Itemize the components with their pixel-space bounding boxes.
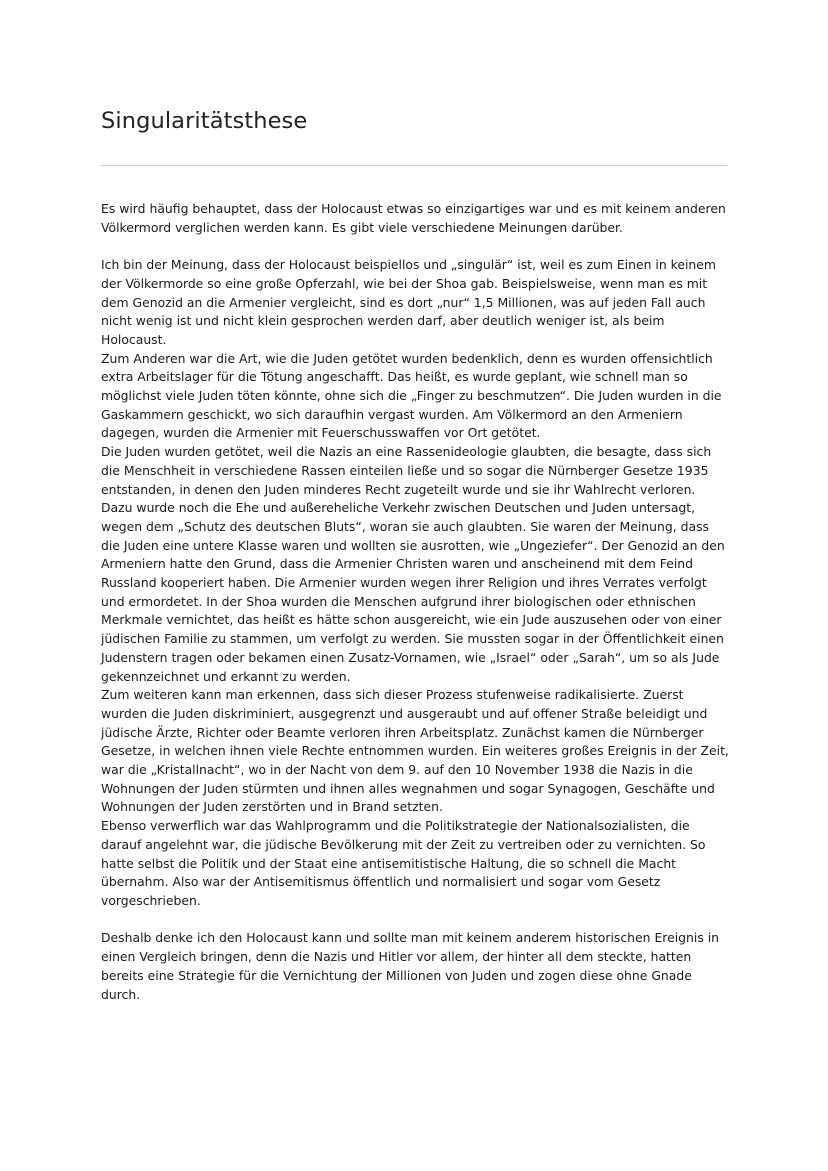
paragraph-race-ideology: Die Juden wurden getötet, weil die Nazis an eine Rassenideologie glaubten, die besagte, dass sich die Menschheit in verschiedene Rassen einteilen ließe und so sogar die Nürnberger Gesetze 1935 entstanden, in denen den Juden minderes Recht zugeteilt wurde und sie ihr Wahlrecht verloren. Dazu wurde noch die Ehe und außereheliche Verkehr zwischen Deutschen und Juden untersagt, wegen dem „Schutz des deutschen Bluts“, woran sie auch glaubten. Sie waren der Meinung, dass die Juden eine untere Klasse waren und wollten sie ausrotten, wie „Ungeziefer“. Der Genozid an den Armeniern hatte den Grund, dass die Armenier Christen waren und anscheinend mit dem Feind Russland kooperiert haben. Die Armenier wurden wegen ihrer Religion und ihres Verrates verfolgt und ermordetet. In der Shoa wurden die Menschen aufgrund ihrer biologischen oder ethnischen Merkmale vernichtet, das heißt es hätte schon ausgereicht, wie ein Jude auszusehen oder von einer jüdischen Familie zu stammen, um verfolgt zu werden. Sie mussten sogar in der Öffentlichkeit einen Judenstern tragen oder bekamen einen Zusatz-Vornamen, wie „Israel“ oder „Sarah“, um so als Jude gekennzeichnet und erkannt zu werden. [101, 444, 725, 684]
title-divider [101, 165, 727, 166]
paragraph-politics: Ebenso verwerflich war das Wahlprogramm und die Politikstrategie der Nationalsozialisten, die darauf angelehnt war, die jüdische Bevölkerung mit der Zeit zu vertreiben oder zu vernichten. So hatte selbst die Politik und der Staat eine antisemitistische Haltung, die so schnell die Macht übernahm. Also war der Antisemitismus öffentlich und normalisiert und sogar vom Gesetz vorgeschrieben. [101, 818, 706, 908]
paragraph-intro: Es wird häufig behauptet, dass der Holocaust etwas so einzigartiges war und es mit keinem anderen Völkermord verglichen werden kann. Es gibt viele verschiedene Meinungen darüber. [101, 201, 726, 235]
document-body [101, 200, 729, 1004]
paragraph-opinion-victims: Ich bin der Meinung, dass der Holocaust beispiellos und „singulär“ ist, weil es zum Einen in keinem der Völkermorde so eine große Opferzahl, wie bei der Shoa gab. Beispielsweise, wenn man es mit dem Genozid an die Armenier vergleicht, sind es dort „nur“ 1,5 Millionen, was auf jeden Fall auch nicht wenig ist und nicht klein gesprochen werden darf, aber deutlich weniger ist, als beim Holocaust. [101, 257, 716, 347]
document-title: Singularitätsthese [101, 108, 308, 134]
paragraph-killing-method: Zum Anderen war die Art, wie die Juden getötet wurden bedenklich, denn es wurden offensichtlich extra Arbeitslager für die Tötung angeschafft. Das heißt, es wurde geplant, wie schnell man so möglichst viele Juden töten könnte, ohne sich die „Finger zu beschmutzen“. Die Juden wurden in die Gaskammern geschickt, wo sich daraufhin vergast wurden. Am Völkermord an den Armeniern dagegen, wurden die Armenier mit Feuerschusswaffen vor Ort getötet. [101, 350, 722, 441]
paragraph-conclusion: Deshalb denke ich den Holocaust kann und sollte man mit keinem anderem historischen Ereignis in einen Vergleich bringen, denn die Nazis und Hitler vor allem, der hinter all dem steckte, hatten bereits eine Strategie für die Vernichtung der Millionen von Juden und zogen diese ohne Gnade durch. [101, 930, 720, 1002]
paragraph-radicalisation: Zum weiteren kann man erkennen, dass sich dieser Prozess stufenweise radikalisierte. Zuerst wurden die Juden diskriminiert, ausgegrenzt und ausgeraubt und auf offener Straße beleidigt und jüdische Ärzte, Richter oder Beamte verloren ihren Arbeitsplatz. Zunächst kamen die Nürnberger Gesetze, in welchen ihnen viele Rechte entnommen wurden. Ein weiteres großes Ereignis in der Zeit, war die „Kristallnacht“, wo in der Nacht von dem 9. auf den 10 November 1938 die Nazis in die Wohnungen der Juden stürmten und ihnen alles wegnahmen und sogar Synagogen, Geschäfte und Wohnungen der Juden zerstörten und in Brand setzten. [101, 687, 729, 815]
